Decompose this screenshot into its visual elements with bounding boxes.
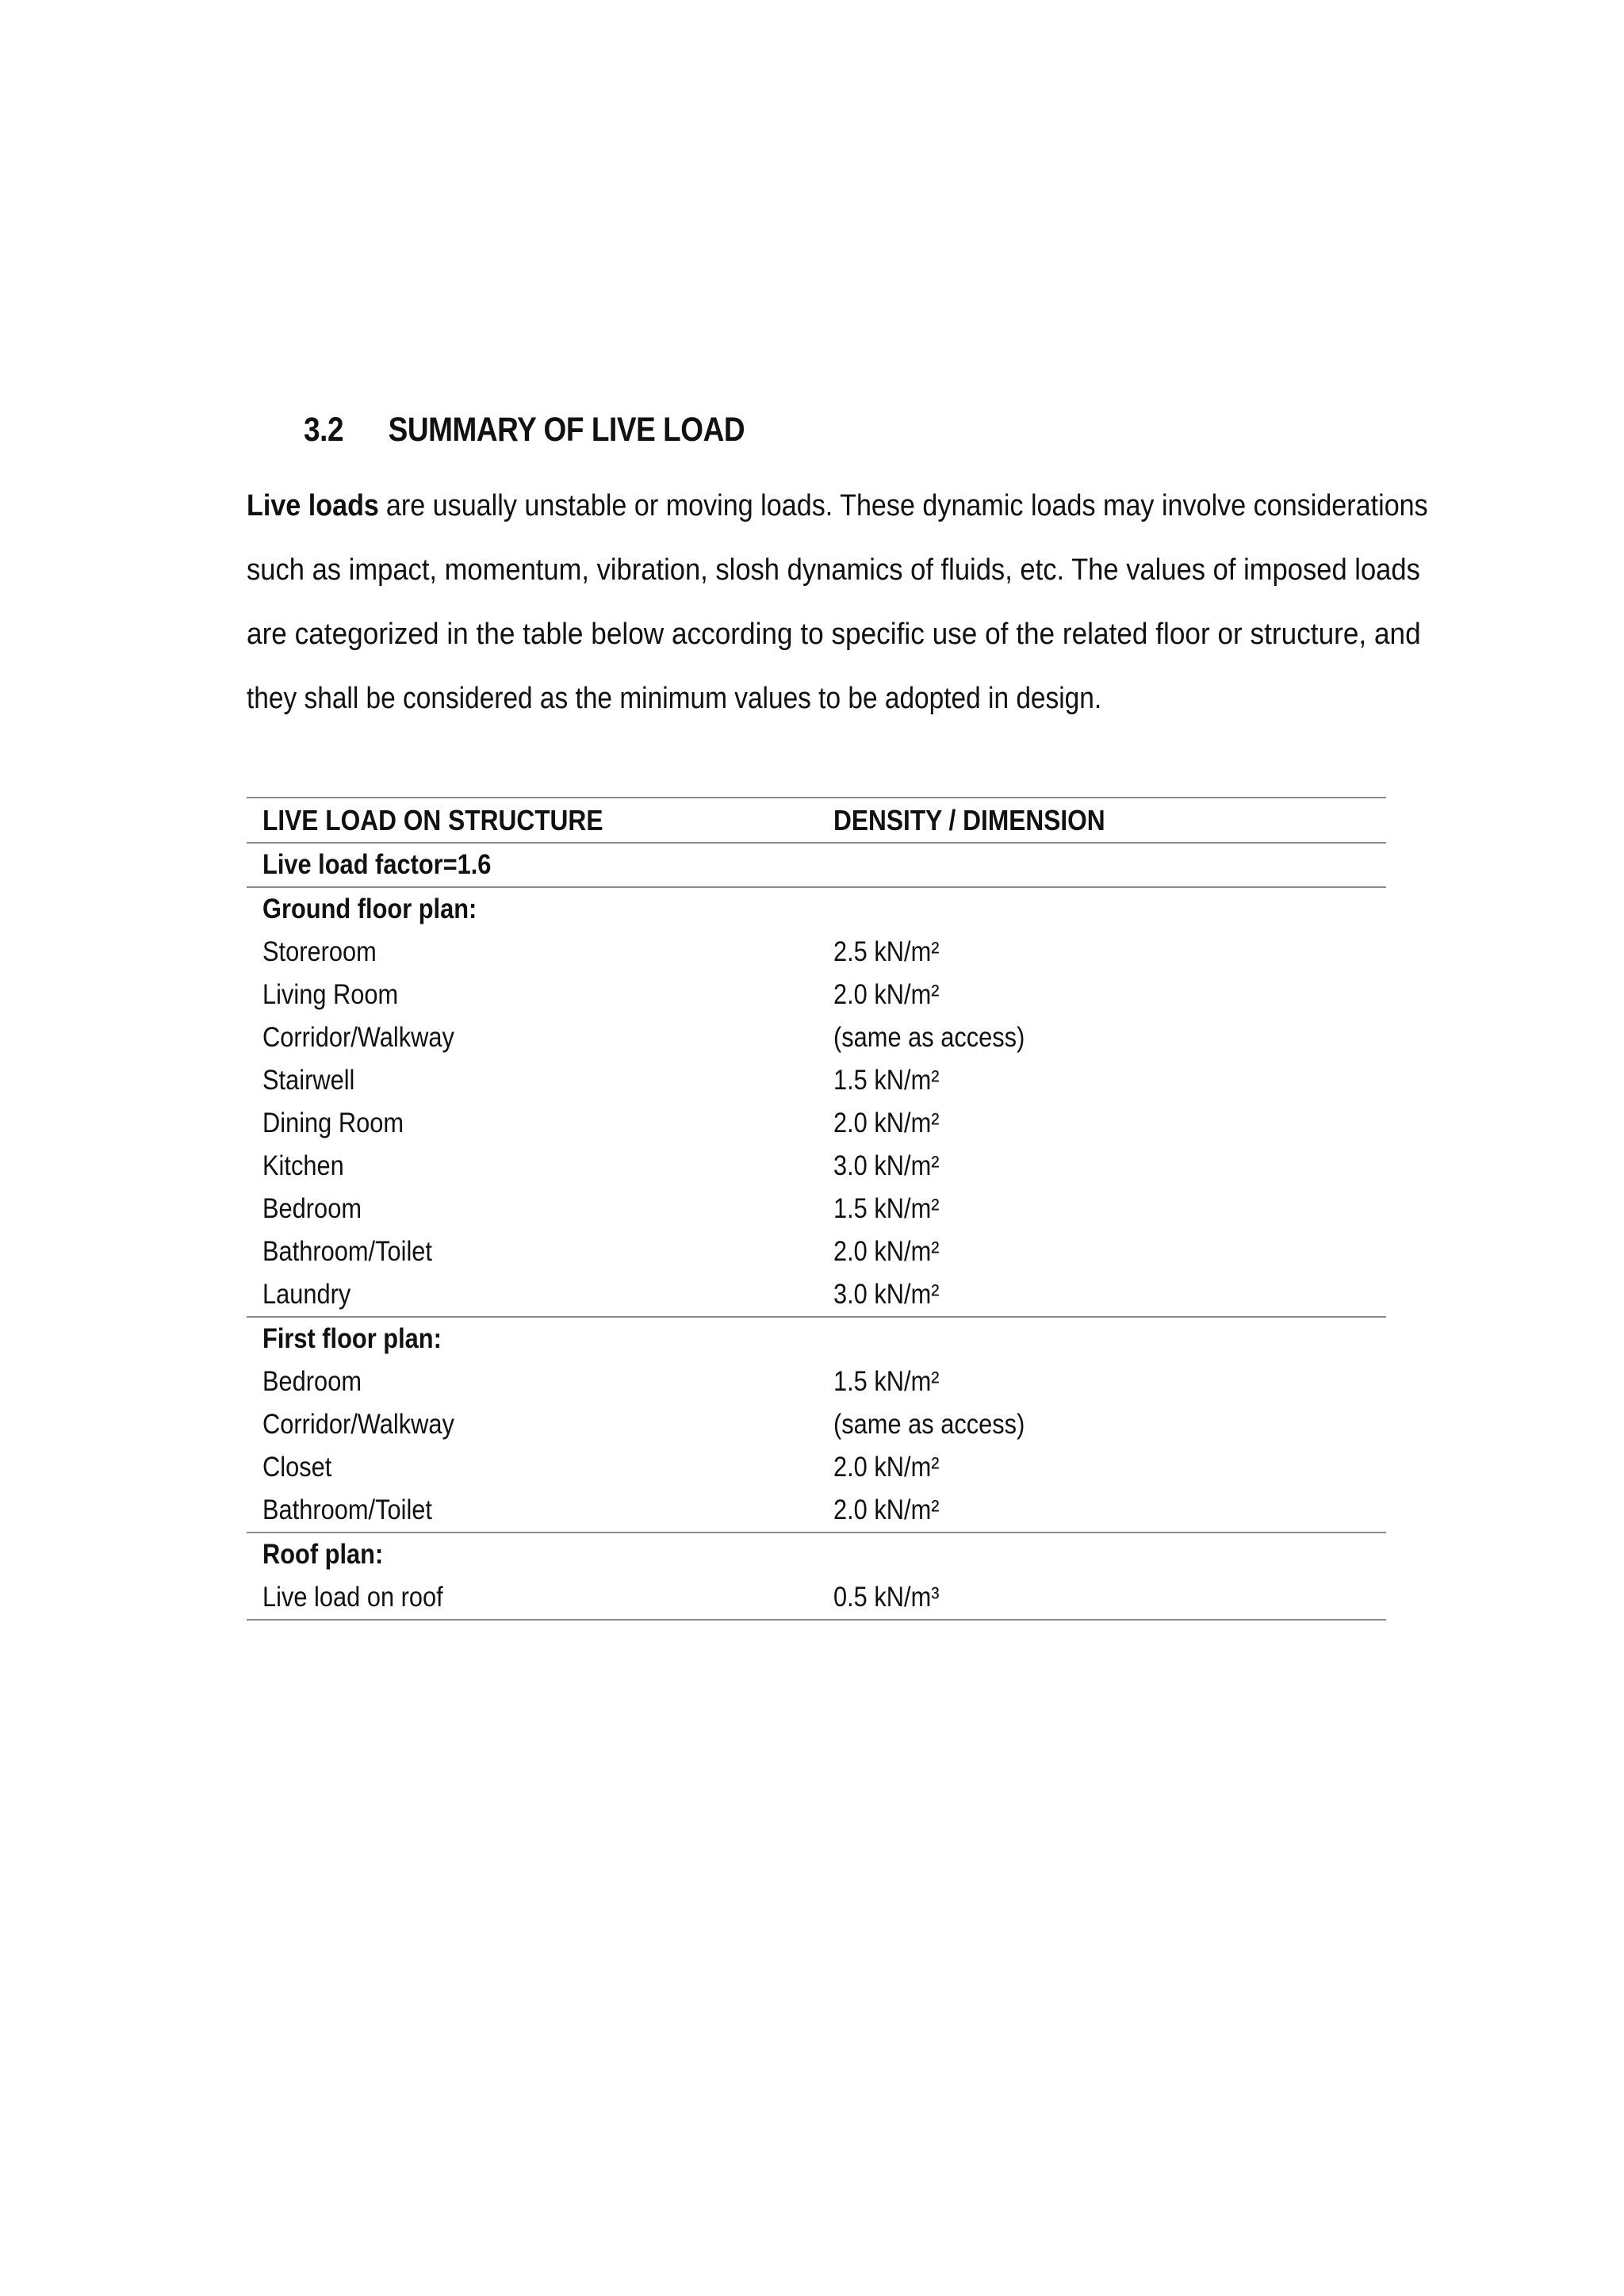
load-item-cell xyxy=(247,1576,818,1620)
load-value: 2.0 kN/m² xyxy=(833,1494,940,1525)
table-header-density xyxy=(818,798,1386,843)
load-value-cell xyxy=(818,1059,1386,1102)
load-item-cell xyxy=(247,1188,818,1230)
load-value: 0.5 kN/m³ xyxy=(833,1582,940,1613)
load-item-label: Living Room xyxy=(262,979,399,1010)
load-value: 1.5 kN/m² xyxy=(833,1065,940,1096)
load-item-label: Bathroom/Toilet xyxy=(262,1236,432,1267)
table-row xyxy=(247,1230,1386,1273)
load-value: 2.0 kN/m² xyxy=(833,1236,940,1267)
section-title: First floor plan: xyxy=(262,1323,442,1354)
paragraph-line-3-text: are categorized in the table below according to specific use of the related floor or structure, and xyxy=(247,618,1421,651)
section-heading xyxy=(304,411,745,450)
load-item-label: Stairwell xyxy=(262,1065,355,1096)
section-header-row xyxy=(247,1533,1386,1576)
load-value-cell xyxy=(818,974,1386,1016)
load-value: 3.0 kN/m² xyxy=(833,1279,940,1310)
table-header-row xyxy=(247,798,1386,843)
load-item-cell xyxy=(247,1102,818,1145)
load-item-label: Bedroom xyxy=(262,1366,362,1397)
section-empty-cell xyxy=(818,1533,1386,1576)
table-header-structure-label: LIVE LOAD ON STRUCTURE xyxy=(262,803,603,836)
section-title-cell xyxy=(247,1533,818,1576)
load-item-label: Corridor/Walkway xyxy=(262,1022,454,1053)
table-header-density-label: DENSITY / DIMENSION xyxy=(833,803,1105,836)
load-item-cell xyxy=(247,974,818,1016)
load-value-cell xyxy=(818,1188,1386,1230)
load-value-cell xyxy=(818,931,1386,974)
section-title-cell xyxy=(247,887,818,931)
live-load-table xyxy=(247,797,1386,1621)
table-row xyxy=(247,1273,1386,1317)
section-title: Ground floor plan: xyxy=(262,894,477,924)
table-row xyxy=(247,1576,1386,1620)
paragraph-line-4-text: they shall be considered as the minimum values to be adopted in design. xyxy=(247,682,1102,715)
load-value: 1.5 kN/m² xyxy=(833,1366,940,1397)
paragraph-line-1 xyxy=(247,482,1428,546)
table-row xyxy=(247,1489,1386,1533)
load-value: (same as access) xyxy=(833,1022,1025,1053)
load-value-cell xyxy=(818,1446,1386,1489)
load-item-label: Kitchen xyxy=(262,1150,344,1181)
table-row xyxy=(247,1059,1386,1102)
load-item-label: Laundry xyxy=(262,1279,351,1310)
section-header-row xyxy=(247,1317,1386,1360)
load-value-cell xyxy=(818,1489,1386,1533)
paragraph-line-2-text: such as impact, momentum, vibration, slosh dynamics of fluids, etc. The values of imposed loads xyxy=(247,553,1420,587)
load-item-label: Live load on roof xyxy=(262,1582,443,1613)
load-factor-cell xyxy=(247,843,818,887)
load-value-cell xyxy=(818,1102,1386,1145)
load-item-cell xyxy=(247,1273,818,1317)
section-header-row xyxy=(247,887,1386,931)
load-value: (same as access) xyxy=(833,1409,1025,1440)
intro-paragraph xyxy=(247,482,1428,739)
load-item-label: Closet xyxy=(262,1452,332,1483)
load-value: 2.0 kN/m² xyxy=(833,1452,940,1483)
load-item-cell xyxy=(247,931,818,974)
table-row xyxy=(247,1145,1386,1188)
load-item-label: Bedroom xyxy=(262,1193,362,1224)
load-item-cell xyxy=(247,1059,818,1102)
section-number: 3.2 xyxy=(304,411,344,449)
load-item-cell xyxy=(247,1403,818,1446)
load-value: 2.0 kN/m² xyxy=(833,1108,940,1138)
table-header-structure xyxy=(247,798,818,843)
load-value-cell xyxy=(818,1273,1386,1317)
paragraph-lead-term: Live loads xyxy=(247,489,379,522)
section-empty-cell xyxy=(818,887,1386,931)
paragraph-line-4 xyxy=(247,675,1279,739)
table-row xyxy=(247,1360,1386,1403)
load-factor-label: Live load factor=1.6 xyxy=(262,849,492,880)
section-empty-cell xyxy=(818,1317,1386,1360)
load-item-cell xyxy=(247,1360,818,1403)
load-value-cell xyxy=(818,1016,1386,1059)
load-factor-row xyxy=(247,843,1386,887)
load-value-cell xyxy=(818,1230,1386,1273)
paragraph-line-3 xyxy=(247,610,1421,675)
load-item-label: Corridor/Walkway xyxy=(262,1409,454,1440)
section-title-cell xyxy=(247,1317,818,1360)
section-title: Roof plan: xyxy=(262,1539,384,1570)
load-item-label: Dining Room xyxy=(262,1108,404,1138)
load-item-label: Bathroom/Toilet xyxy=(262,1494,432,1525)
load-value-cell xyxy=(818,1576,1386,1620)
table-row xyxy=(247,1446,1386,1489)
load-item-cell xyxy=(247,1230,818,1273)
load-value: 2.5 kN/m² xyxy=(833,936,940,967)
paragraph-line-1-text: are usually unstable or moving loads. These dynamic loads may involve considerations xyxy=(385,489,1428,522)
load-value: 3.0 kN/m² xyxy=(833,1150,940,1181)
table-row xyxy=(247,1403,1386,1446)
load-value: 2.0 kN/m² xyxy=(833,979,940,1010)
table-row xyxy=(247,1188,1386,1230)
load-factor-empty-cell xyxy=(818,843,1386,887)
table-row xyxy=(247,931,1386,974)
load-item-cell xyxy=(247,1145,818,1188)
section-title: SUMMARY OF LIVE LOAD xyxy=(388,411,745,449)
table-row xyxy=(247,974,1386,1016)
load-value: 1.5 kN/m² xyxy=(833,1193,940,1224)
table-row xyxy=(247,1102,1386,1145)
load-item-label: Storeroom xyxy=(262,936,377,967)
load-item-cell xyxy=(247,1489,818,1533)
load-item-cell xyxy=(247,1016,818,1059)
paragraph-line-2 xyxy=(247,546,1420,610)
load-value-cell xyxy=(818,1403,1386,1446)
load-value-cell xyxy=(818,1360,1386,1403)
load-item-cell xyxy=(247,1446,818,1489)
table-row xyxy=(247,1016,1386,1059)
load-value-cell xyxy=(818,1145,1386,1188)
live-load-table-body xyxy=(247,798,1386,1620)
